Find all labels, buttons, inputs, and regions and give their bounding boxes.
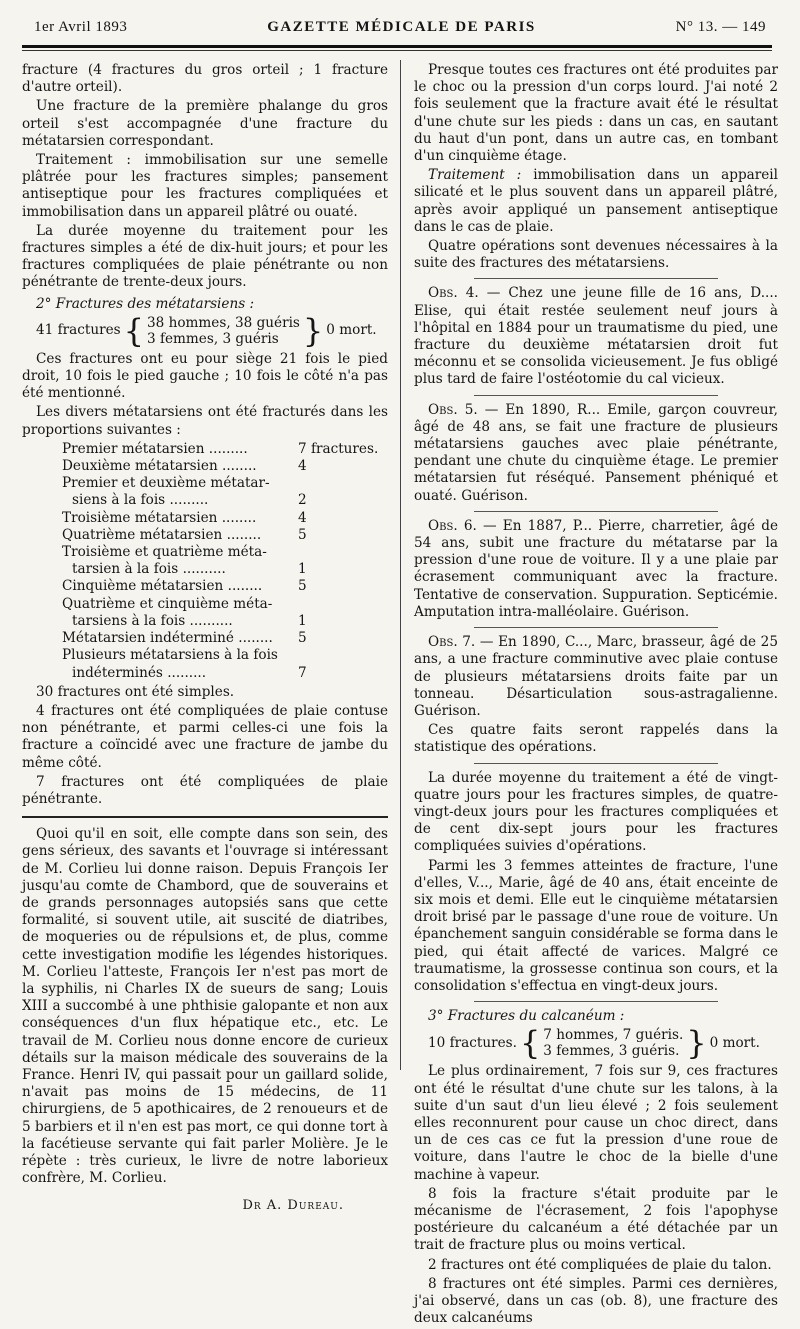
paragraph: Les divers métatarsiens ont été fracturés dans les proportions suivantes :: [22, 404, 388, 438]
header-rule-thin: [22, 50, 772, 51]
left-column: [22, 62, 388, 1215]
right-brace: }: [686, 1024, 707, 1063]
paragraph: Le plus ordinairement, 7 fois sur 9, ces fractures ont été le résultat d'une chute sur les talons, à la suite d'un saut d'un lieu élevé ; 2 fois seulement elles reconnurent pour cause un choc direct, dans un de ces cas ce fut la pression d'une roue de voiture, dans l'autre le choc de la bielle d'une machine à vapeur.: [414, 1063, 778, 1183]
paragraph: Une fracture de la première phalange du gros orteil s'est accompagnée d'une fracture du métatarsien correspondant.: [22, 98, 388, 149]
observation: [414, 518, 778, 621]
right-brace: }: [302, 311, 324, 350]
list-item-value: 2: [298, 492, 307, 509]
list-item-value: 4: [298, 509, 307, 526]
paragraph: fracture (4 fractures du gros orteil ; 1 fracture d'autre orteil).: [22, 62, 388, 96]
paragraph: La durée moyenne du traitement pour les fractures simples a été de dix-huit jours; et pour les fractures compliquées de plaie pénétrante ou non pénétrante de trente-deux jours.: [22, 222, 388, 291]
list-item-label: Cinquième métatarsien ........: [62, 578, 263, 595]
obs-label: Obs. 6.: [428, 517, 477, 534]
stats-brace: [36, 311, 388, 350]
observation: [414, 402, 778, 505]
list-item-label: Métatarsien indéterminé ........: [62, 630, 273, 647]
paragraph: [414, 167, 778, 236]
stats-line: 7 hommes, 7 guéris.: [543, 1027, 684, 1044]
list-item-label: indéterminés .........: [72, 664, 207, 681]
list-item: [22, 578, 388, 595]
left-brace: {: [519, 1024, 541, 1063]
paragraph-text: immobilisation dans un appareil silicaté et le plus souvent dans un appareil plâtré, après avoir appliqué un pansement antiseptique dans le cas de plaie.: [414, 167, 778, 235]
list-item-label: Troisième et quatrième méta-: [62, 544, 267, 561]
header-date: 1er Avril 1893: [34, 18, 128, 35]
list-item: [22, 492, 388, 509]
list-item-label: Plusieurs métatarsiens à la fois: [62, 647, 278, 664]
list-item-value: [298, 596, 388, 613]
page-number: N° 13. — 149: [675, 18, 766, 35]
paragraph: Parmi les 3 femmes atteintes de fracture, l'une d'elles, V..., Marie, âgé de 40 ans, était enceinte de six mois et demi. Elle eut le cinquième métatarsien droit brisé par le passage d'une roue de voiture. Un épanchement sanguin considérable se forma dans le pied, qui était affecté de varices. Malgré ce traumatisme, la grossesse continua son cours, et la consolidation s'effectua en vingt-deux jours.: [414, 857, 778, 994]
paragraph: 7 fractures ont été compliquées de plaie pénétrante.: [22, 773, 388, 807]
page-header: [34, 14, 766, 40]
obs-label: Obs. 5.: [428, 401, 478, 418]
paragraph: 2 fractures ont été compliquées de plaie du talon.: [428, 1256, 772, 1273]
list-item: [22, 647, 388, 664]
rule: [474, 1001, 718, 1002]
list-item-value: 4: [298, 458, 307, 475]
list-item-label: Troisième métatarsien ........: [62, 509, 257, 526]
list-item: [22, 458, 388, 475]
list-item: [22, 665, 388, 682]
obs-label: Obs. 7.: [428, 634, 476, 651]
stats-stack: [147, 315, 300, 347]
obs-text: — Chez une jeune fille de 16 ans, D.... Elise, qui était restée seulement neuf jours à l'hôpital en 1884 pour un traumatisme du pied, une fracture du deuxième métatarsien droit fut méconnu et se consolida vicieusement. Je fus obligé plus tard de faire l'ostéotomie du cal vicieux.: [414, 285, 778, 388]
stats-line: 38 hommes, 38 guéris: [146, 314, 300, 331]
list-item-label: Quatrième métatarsien ........: [62, 526, 262, 543]
header-rule: [22, 45, 772, 48]
section-heading: 3° Fractures du calcanéum :: [428, 1008, 625, 1025]
paragraph: 4 fractures ont été compliquées de plaie contuse non pénétrante, et parmi celles-ci une fois la fracture a coïncidé avec une fracture de jambe du même côté.: [22, 702, 388, 771]
rule: [474, 395, 718, 396]
stats-total: 10 fractures.: [428, 1034, 517, 1051]
list-item: [22, 510, 388, 527]
obs-label: Obs. 4.: [428, 285, 479, 302]
list-item: [22, 544, 388, 561]
obs-text: — En 1887, P... Pierre, charretier, âgé de 54 ans, subit une fracture du métatarse par la pression d'une roue de voiture. Il y a une plaie par écrasement communiquant avec la fracture. Tentative de conservation. Suppuration. Septicémie. Amputation intra-malléolaire. Guérison.: [414, 517, 779, 620]
journal-title: GAZETTE MÉDICALE DE PARIS: [267, 18, 536, 35]
paragraph: La durée moyenne du traitement a été de vingt-quatre jours pour les fractures simples, de quatre-vingt-deux jours pour les fractures compliquées et de cent dix-sept jours pour les fractures compliquées suivies d'opérations.: [414, 769, 778, 855]
stats-total: 41 fractures: [36, 322, 121, 339]
column-divider: [400, 60, 401, 1070]
rule: [474, 627, 718, 628]
list-item-value: [298, 647, 388, 664]
list-item-value: 5: [298, 526, 307, 543]
observation: [414, 285, 778, 388]
list-item-label: Quatrième et cinquième méta-: [62, 595, 273, 612]
paragraph: Presque toutes ces fractures ont été produites par le choc ou la pression d'un corps lourd. J'ai noté 2 fois seulement que la fracture avait été le résultat d'une chute sur les pieds : dans un cas, en sautant du haut d'un pont, dans un autre cas, en tombant d'un cinquième étage.: [414, 62, 778, 165]
paragraph: Traitement : immobilisation sur une semelle plâtrée pour les fractures simples; pansement antiseptique pour les fractures compliquées et immobilisation dans un appareil plâtré ou ouaté.: [22, 152, 388, 220]
section-separator: [22, 816, 388, 818]
list-item-value: 7: [298, 664, 307, 681]
list-item: [22, 561, 388, 578]
list-item-value: [298, 475, 388, 492]
author-name: Dr A. Dureau.: [242, 1198, 344, 1214]
list-item: [22, 596, 388, 613]
paragraph: 8 fractures ont été simples. Parmi ces dernières, j'ai observé, dans un cas (ob. 8), une fracture des deux calcanéums: [414, 1275, 778, 1327]
list-item-value: 5: [298, 630, 307, 647]
obs-text: — En 1890, R... Emile, garçon couvreur, âgé de 48 ans, se fait une fracture de plusieurs métatarsiens gauches avec plaie pénétrante, pendant une chute du cinquième étage. Le premier métatarsien fut réséqué. Pansement phéniqué et ouaté. Guérison.: [414, 401, 778, 504]
list-item: [22, 441, 388, 458]
list-item-label: Deuxième métatarsien ........: [62, 458, 257, 475]
stats-line: 3 femmes, 3 guéris: [146, 330, 279, 347]
stats-result: 0 mort.: [326, 322, 377, 339]
list-item-label: Premier métatarsien .........: [62, 440, 248, 457]
list-item-label: Premier et deuxième métatar-: [62, 475, 270, 492]
paragraph-lead: Traitement :: [428, 167, 522, 184]
list-item-value: 1: [298, 612, 307, 629]
right-column: [414, 62, 778, 1329]
list-item-label: tarsiens à la fois ..........: [72, 612, 233, 629]
rule: [474, 763, 718, 764]
paragraph: 8 fois la fracture s'était produite par le mécanisme de l'écrasement, 2 fois l'apophyse postérieure du calcanéum a été détachée par un trait de fracture plus ou moins vertical.: [414, 1185, 778, 1254]
list-item-label: tarsien à la fois ..........: [72, 561, 226, 578]
left-brace: {: [123, 311, 144, 350]
paragraph: Quatre opérations sont devenues nécessaires à la suite des fractures des métatarsiens.: [414, 238, 778, 272]
rule: [474, 278, 718, 279]
list-item: [22, 630, 388, 647]
stats-result: 0 mort.: [709, 1034, 760, 1051]
list-item: [22, 527, 388, 544]
section-heading: 2° Fractures des métatarsiens :: [36, 295, 255, 312]
list-item-value: [298, 544, 388, 561]
stats-brace: [428, 1024, 778, 1063]
obs-text: — En 1890, C..., Marc, brasseur, âgé de 25 ans, a une fracture comminutive avec plaie contuse de plusieurs métatarsiens droits faite par un tonneau. Désarticulation sous-astragalienne. Guérison.: [414, 634, 778, 719]
metatarsal-list: [22, 441, 388, 682]
review-paragraph: Quoi qu'il en soit, elle compte dans son sein, des gens sérieux, des savants et l'ouvrage si intéressant de M. Corlieu lui donne raison. Depuis François Ier jusqu'au comte de Chambord, que de souverains et de grands personnages autopsiés sans que cette formalité, si souvent utile, ait suscité de diatribes, de moqueries ou de répulsions et, de plus, comme cette investigation modifie les légendes historiques. M. Corlieu l'atteste, François Ier n'est pas mort de la syphilis, ni Charles IX de sueurs de sang; Louis XIII a succombé à une phthisie galopante et non aux conséquences d'un flux hépatique etc., etc. Le travail de M. Corlieu nous donne encore de curieux détails sur la maison médicale des souverains de la France. Henri IV, qui passait pour un gaillard solide, n'avait pas moins de 15 médecins, de 11 chirurgiens, de 5 apothicaires, de 2 renoueurs et de 5 barbiers et il n'en est pas mort, ce qui donne tort à la facétieuse servante qui fait parler Molière. Je le répète : très curieux, le livre de notre laborieux confrère, M. Corlieu.: [22, 826, 388, 1187]
stats-stack: [543, 1027, 683, 1059]
list-item-value: 7 fractures.: [298, 440, 379, 457]
stats-line: 3 femmes, 3 guéris.: [543, 1043, 680, 1060]
signature: [22, 1197, 388, 1214]
paragraph: Ces fractures ont eu pour siège 21 fois le pied droit, 10 fois le pied gauche ; 10 fois le côté n'a pas été mentionné.: [22, 350, 388, 402]
list-item-value: 1: [298, 561, 307, 578]
list-item: [22, 613, 388, 630]
paragraph: Ces quatre faits seront rappelés dans la statistique des opérations.: [414, 722, 778, 756]
rule: [474, 511, 718, 512]
list-item-label: siens à la fois .........: [72, 492, 209, 509]
list-item-value: 5: [298, 578, 307, 595]
list-item: [22, 475, 388, 492]
paragraph: 30 fractures ont été simples.: [36, 683, 235, 700]
observation: [414, 634, 778, 720]
